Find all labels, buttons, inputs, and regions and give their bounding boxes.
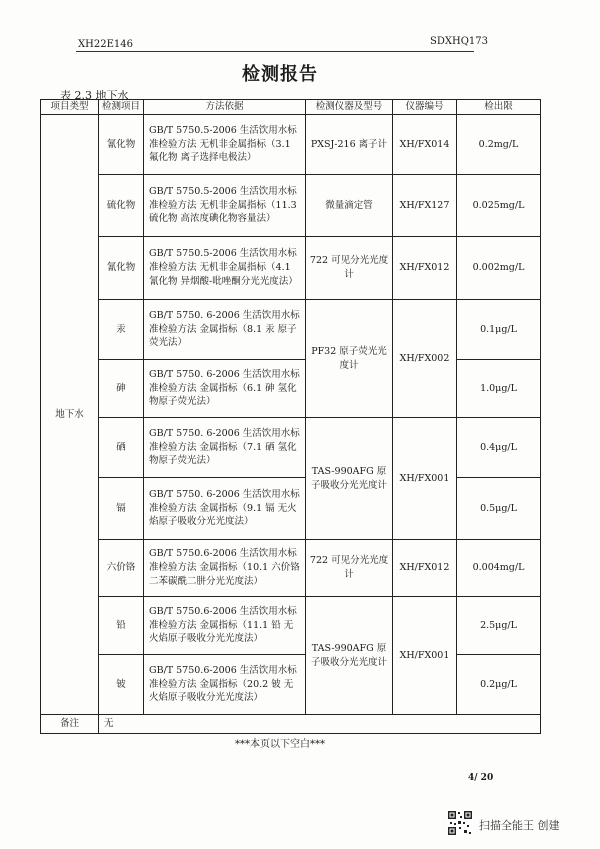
limit-cell: 0.5μg/L: [457, 478, 541, 540]
item-cell: 硒: [99, 418, 144, 478]
table-row: [41, 360, 541, 418]
item-cell: 铅: [99, 597, 144, 655]
limit-cell: 0.025mg/L: [457, 175, 541, 237]
header-divider: [76, 51, 474, 52]
table-row: [41, 175, 541, 237]
table-row: [41, 597, 541, 655]
remarks-label: 备注: [41, 715, 99, 734]
col-header: 仪器编号: [393, 100, 457, 115]
instrument-no-cell: XH/FX127: [393, 175, 457, 237]
col-header: 检测仪器及型号: [306, 100, 393, 115]
table-caption: 表 2.3 地下水: [60, 89, 129, 102]
table-row: [41, 540, 541, 597]
item-cell: 铍: [99, 655, 144, 715]
limit-cell: 0.004mg/L: [457, 540, 541, 597]
instrument-no-cell: XH/FX002: [393, 300, 457, 418]
method-cell: GB/T 5750.5-2006 生活饮用水标准检验方法 无机非金属指标（3.1 氟化物 离子选择电极法）: [144, 115, 306, 175]
limit-cell: 0.002mg/L: [457, 237, 541, 300]
table-row: [41, 418, 541, 478]
col-header: 检测项目: [99, 100, 144, 115]
instrument-cell: 722 可见分光光度计: [306, 540, 393, 597]
instrument-no-cell: XH/FX014: [393, 115, 457, 175]
limit-cell: 0.2μg/L: [457, 655, 541, 715]
instrument-cell: PF32 原子荧光光度计: [306, 300, 393, 418]
col-header: 项目类型: [41, 100, 99, 115]
page-number: 4/ 20: [468, 773, 494, 783]
limit-cell: 0.1μg/L: [457, 300, 541, 360]
item-cell: 砷: [99, 360, 144, 418]
remarks-row: [41, 715, 541, 734]
instrument-no-cell: XH/FX001: [393, 597, 457, 715]
item-cell: 氰化物: [99, 115, 144, 175]
page-title: 检测报告: [242, 64, 318, 85]
qr-code-icon: [447, 810, 473, 836]
item-cell: 镉: [99, 478, 144, 540]
category-cell: 地下水: [41, 115, 99, 715]
instrument-cell: TAS-990AFG 原子吸收分光光度计: [306, 597, 393, 715]
limit-cell: 2.5μg/L: [457, 597, 541, 655]
report-code-right: SDXHQ173: [430, 36, 488, 47]
item-cell: 硫化物: [99, 175, 144, 237]
method-cell: GB/T 5750.5-2006 生活饮用水标准检验方法 无机非金属指标（11.3 硫化物 高浓度碘化物容量法）: [144, 175, 306, 237]
instrument-cell: TAS-990AFG 原子吸收分光光度计: [306, 418, 393, 540]
table-row: [41, 115, 541, 175]
method-cell: GB/T 5750.5-2006 生活饮用水标准检验方法 无机非金属指标（4.1 氰化物 异烟酸-吡唑酮分光光度法）: [144, 237, 306, 300]
item-cell: 六价铬: [99, 540, 144, 597]
limit-cell: 0.4μg/L: [457, 418, 541, 478]
instrument-cell: 722 可见分光光度计: [306, 237, 393, 300]
method-cell: GB/T 5750.6-2006 生活饮用水标准检验方法 金属指标（10.1 六价铬 二苯碳酰二肼分光光度法）: [144, 540, 306, 597]
table-row: [41, 655, 541, 715]
method-cell: GB/T 5750.6-2006 生活饮用水标准检验方法 金属指标（11.1 铅 无火焰原子吸收分光光度法）: [144, 597, 306, 655]
col-header: 检出限: [457, 100, 541, 115]
limit-cell: 0.2mg/L: [457, 115, 541, 175]
item-cell: 氰化物: [99, 237, 144, 300]
method-cell: GB/T 5750. 6-2006 生活饮用水标准检验方法 金属指标（9.1 镉 无火焰原子吸收分光光度法）: [144, 478, 306, 540]
instrument-no-cell: XH/FX012: [393, 540, 457, 597]
table-row: [41, 237, 541, 300]
col-header: 方法依据: [144, 100, 306, 115]
instrument-no-cell: XH/FX001: [393, 418, 457, 540]
table-row: [41, 300, 541, 360]
instrument-cell: 微量滴定管: [306, 175, 393, 237]
instrument-no-cell: XH/FX012: [393, 237, 457, 300]
remarks-value: 无: [99, 715, 541, 734]
scanner-watermark: 扫描全能王 创建: [479, 819, 560, 832]
limit-cell: 1.0μg/L: [457, 360, 541, 418]
method-cell: GB/T 5750. 6-2006 生活饮用水标准检验方法 金属指标（8.1 汞 原子荧光法）: [144, 300, 306, 360]
method-cell: GB/T 5750. 6-2006 生活饮用水标准检验方法 金属指标（7.1 硒 氢化物原子荧光法）: [144, 418, 306, 478]
table-row: [41, 478, 541, 540]
test-report-table: [40, 99, 541, 734]
report-code-left: XH22E146: [78, 39, 133, 50]
method-cell: GB/T 5750. 6-2006 生活饮用水标准检验方法 金属指标（6.1 砷 氢化物原子荧光法）: [144, 360, 306, 418]
blank-below-note: ***本页以下空白***: [235, 739, 325, 750]
item-cell: 汞: [99, 300, 144, 360]
method-cell: GB/T 5750.6-2006 生活饮用水标准检验方法 金属指标（20.2 铍 无火焰原子吸收分光光度法）: [144, 655, 306, 715]
instrument-cell: PXSJ-216 离子计: [306, 115, 393, 175]
table-header-row: [41, 100, 541, 115]
